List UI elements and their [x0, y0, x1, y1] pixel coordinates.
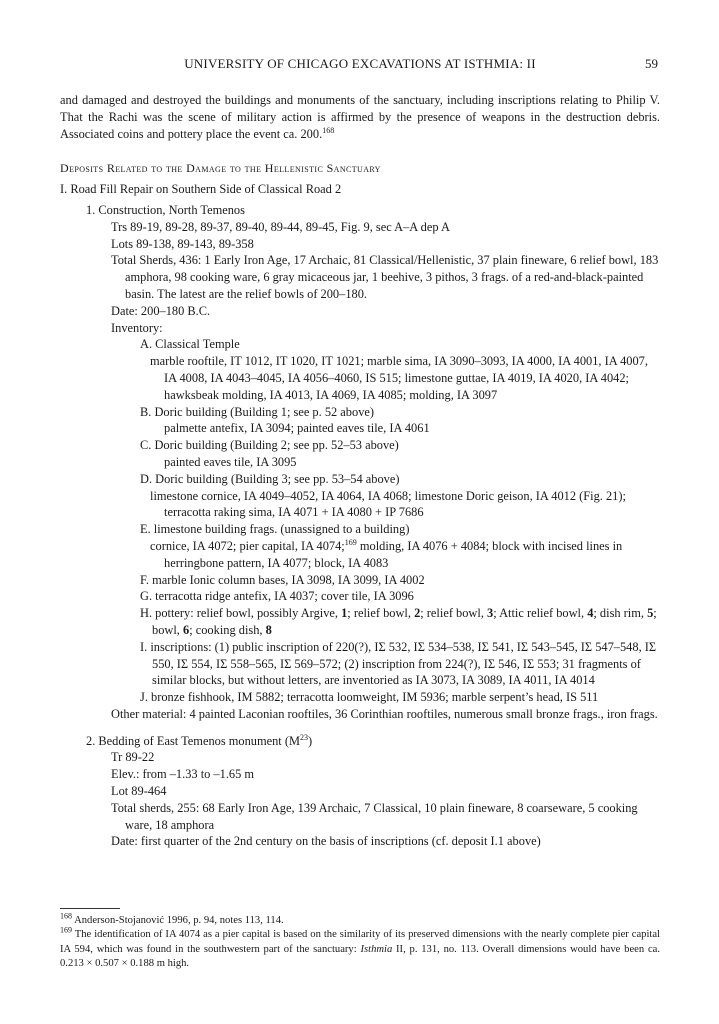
- inventory-a-detail: marble rooftile, IT 1012, IT 1020, IT 1021; marble sima, IA 3090–3093, IA 4000, IA 4001, IA 4007, IA 4008, IA 4043–4045, IA 4056–4060, IS 515; limestone guttae, IA 4019, IA 4020, IA 4042; hawksbeak molding, IA 4013, IA 4069, IA 4085; molding, IA 3097: [150, 354, 648, 402]
- inventory-d-detail: limestone cornice, IA 4049–4052, IA 4064, IA 4068; limestone Doric geison, IA 4012 (Fig. 21); terracotta raking sima, IA 4071 + IA 4080 + IP 7686: [150, 488, 626, 520]
- inventory-c-heading: C. Doric building (Building 2; see pp. 52–53 above): [140, 438, 399, 453]
- part-heading: I. Road Fill Repair on Southern Side of Classical Road 2: [60, 182, 342, 197]
- intro-paragraph: and damaged and destroyed the buildings and monuments of the sanctuary, including inscriptions relating to Philip V. That the Rachi was the scene of military action is affirmed by the presence of weapons in the destruction debris. Associated coins and pottery place the event ca. 200.$^{168}$: [60, 93, 660, 141]
- page-number: 59: [645, 56, 658, 71]
- deposit-2-heading: 2. Bedding of East Temenos monument $(M^{23})$: [86, 732, 313, 748]
- footnote-ref-169[interactable]: 169: [344, 537, 357, 547]
- footnote-divider: [60, 908, 120, 909]
- running-title: UNIVERSITY OF CHICAGO EXCAVATIONS AT ISTHMIA: II: [184, 56, 536, 71]
- inventory-a-heading: A. Classical Temple: [140, 337, 240, 352]
- section-heading: Deposits Related to the Damage to the Hellenistic Sanctuary: [60, 161, 381, 176]
- deposit-1-other-material: Other material: 4 painted Laconian rooftiles, 36 Corinthian rooftiles, numerous small bronze frags., iron frags.: [111, 706, 658, 721]
- inventory-f: F. marble Ionic column bases, IA 3098, IA 3099, IA 4002: [140, 572, 425, 587]
- inventory-e-heading: E. limestone building frags. (unassigned to a building): [140, 522, 410, 537]
- inventory-g: G. terracotta ridge antefix, IA 4037; cover tile, IA 3096: [140, 589, 414, 604]
- inventory-e-detail: cornice, IA 4072; pier capital, IA 4074;$^{169}$ molding, IA 4076 + 4084; block with incised lines in herringbone pattern, IA 4077; block, IA 4083: [150, 537, 623, 570]
- deposit-1-heading: 1. Construction, North Temenos: [86, 202, 245, 217]
- deposit-2-elevation: Elev.: from –1.33 to –1.65 m: [111, 767, 255, 782]
- inventory-c-detail: painted eaves tile, IA 3095: [164, 454, 297, 469]
- deposit-1-date: Date: 200–180 B.C.: [111, 303, 211, 318]
- deposit-1-trenches: Trs 89-19, 89-28, 89-37, 89-40, 89-44, 89-45, Fig. 9, sec A–A dep A: [111, 219, 450, 234]
- inventory-i: I. inscriptions: (1) public inscription of 220(?), IΣ 532, IΣ 534–538, IΣ 541, IΣ 543–545, IΣ 547–548, IΣ 550, IΣ 554, IΣ 558–565, IΣ 569–572; (2) inscription from 224(?), IΣ 546, IΣ 553; 31 fragments of similar blocks, but without letters, are inventoried as IA 3073, IA 3089, IA 4011, IA 4014: [140, 639, 657, 688]
- deposit-1-sherds: Total Sherds, 436: 1 Early Iron Age, 17 Archaic, 81 Classical/Hellenistic, 37 plain fineware, 6 relief bowl, 183 amphora, 98 cooking ware, 6 gray micaceous jar, 1 beehive, 3 pithos, 3 frags. of a red-and-black-painted basin. The latest are the relief bowls of 200–180.: [111, 253, 659, 301]
- deposit-2-trench: Tr 89-22: [111, 750, 155, 765]
- deposit-2-date: Date: first quarter of the 2nd century on the basis of inscriptions (cf. deposit I.1 above): [111, 834, 541, 849]
- inventory-h: H. pottery: relief bowl, possibly Argive, 1; relief bowl, 2; relief bowl, 3; Attic relief bowl, 4; dish rim, 5; bowl, 6; cooking dish, 8: [140, 606, 657, 637]
- deposit-2-sherds: Total sherds, 255: 68 Early Iron Age, 139 Archaic, 7 Classical, 10 plain fineware, 8 coarseware, 5 cooking ware, 18 amphora: [111, 800, 638, 832]
- footnote-169: $^{169}$ The identification of IA 4074 as a pier capital is based on the similarity of its preserved dimensions with the nearly complete pier capital IA 594, which was found in the southwestern part of the sanctuary: Isthmia II, p. 131, no. 113. Overall dimensions would have been ca. 0.213 × 0.507 × 0.188 m high.: [60, 925, 660, 970]
- inventory-b-detail: palmette antefix, IA 3094; painted eaves tile, IA 4061: [164, 421, 430, 436]
- deposit-2-lot: Lot 89-464: [111, 784, 167, 799]
- main-text: [60, 92, 660, 850]
- inventory-b-heading: B. Doric building (Building 1; see p. 52 above): [140, 404, 375, 419]
- deposit-1-lots: Lots 89-138, 89-143, 89-358: [111, 236, 254, 251]
- footnote-168: $^{168}$ Anderson-Stojanović 1996, p. 94, notes 113, 114.: [60, 911, 284, 926]
- inventory-j: J. bronze fishhook, IM 5882; terracotta loomweight, IM 5936; marble serpent’s head, IS 511: [140, 690, 599, 705]
- footnotes: [60, 911, 660, 972]
- inventory-d-heading: D. Doric building (Building 3; see pp. 53–54 above): [140, 471, 400, 486]
- deposit-1-inventory-label: Inventory:: [111, 320, 163, 335]
- footnote-ref-168[interactable]: 168: [322, 125, 335, 135]
